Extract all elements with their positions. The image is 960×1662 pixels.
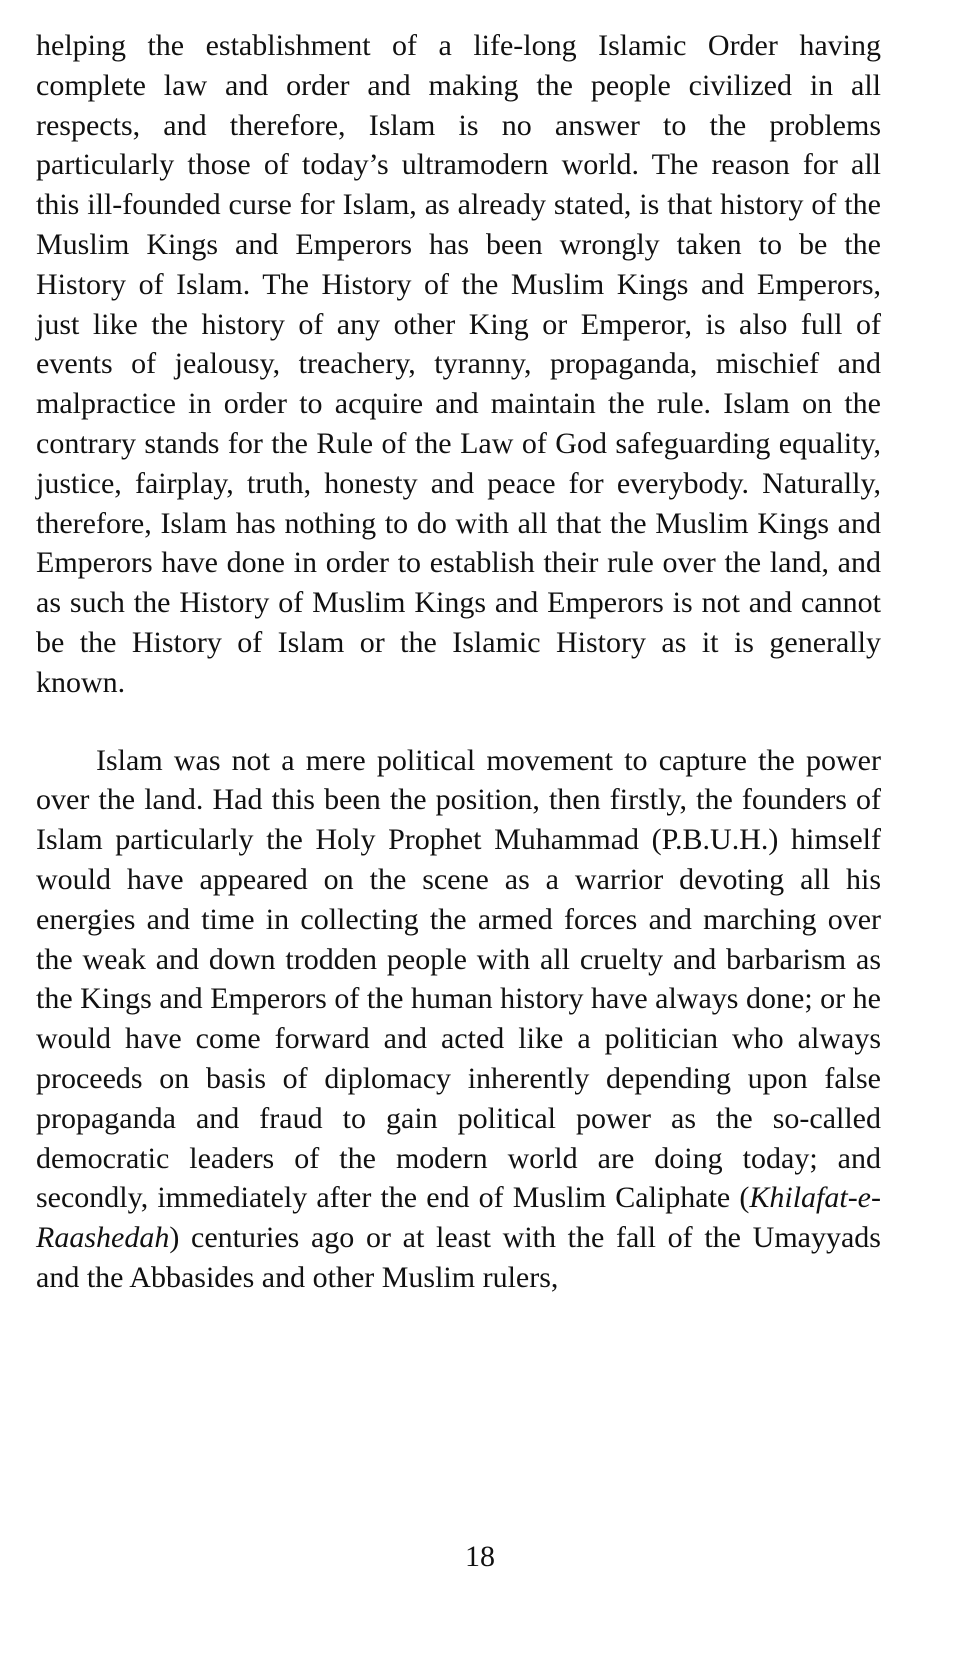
paragraph-2	[36, 741, 881, 1298]
page-body	[36, 26, 881, 1298]
paragraph-2-text-part-1: Islam was not a mere political movement to capture the power over the land. Had this been the position, then firstly, the founders of Islam particularly the Holy Prophet Muhammad (P.B.U.H.) himself would have appeared on the scene as a warrior devoting all his energies and time in collecting the armed forces and marching over the weak and down trodden people with all cruelty and barbarism as the Kings and Emperors of the human history have always done; or he would have come forward and acted like a politician who always proceeds on basis of diplomacy inherently depending upon false propaganda and fraud to gain political power as the so-called democratic leaders of the modern world are doing today; and secondly, immediately after the end of Muslim Caliphate (	[36, 743, 881, 1215]
paragraph-1	[36, 26, 881, 703]
paragraph-2-text-part-2: ) centuries ago or at least with the fall of the Umayyads and the Abbasides and other Muslim rulers,	[36, 1221, 881, 1294]
page-number: 18	[465, 1540, 495, 1573]
paragraph-1-text: helping the establishment of a life-long Islamic Order having complete law and order and making the people civilized in all respects, and therefore, Islam is no answer to the problems particularly those of today’s ultramodern world. The reason for all this ill-founded curse for Islam, as already stated, is that history of the Muslim Kings and Emperors has been wrongly taken to be the History of Islam. The History of the Muslim Kings and Emperors, just like the history of any other King or Emperor, is also full of events of jealousy, treachery, tyranny, propaganda, mischief and malpractice in order to acquire and maintain the rule. Islam on the contrary stands for the Rule of the Law of God safeguarding equality, justice, fairplay, truth, honesty and peace for everybody. Naturally, therefore, Islam has nothing to do with all that the Muslim Kings and Emperors have done in order to establish their rule over the land, and as such the History of Muslim Kings and Emperors is not and cannot be the History of Islam or the Islamic History as it is generally known.	[36, 29, 881, 699]
paragraph-2-italic-term: Khilafat-e-Raashedah	[36, 1181, 881, 1255]
